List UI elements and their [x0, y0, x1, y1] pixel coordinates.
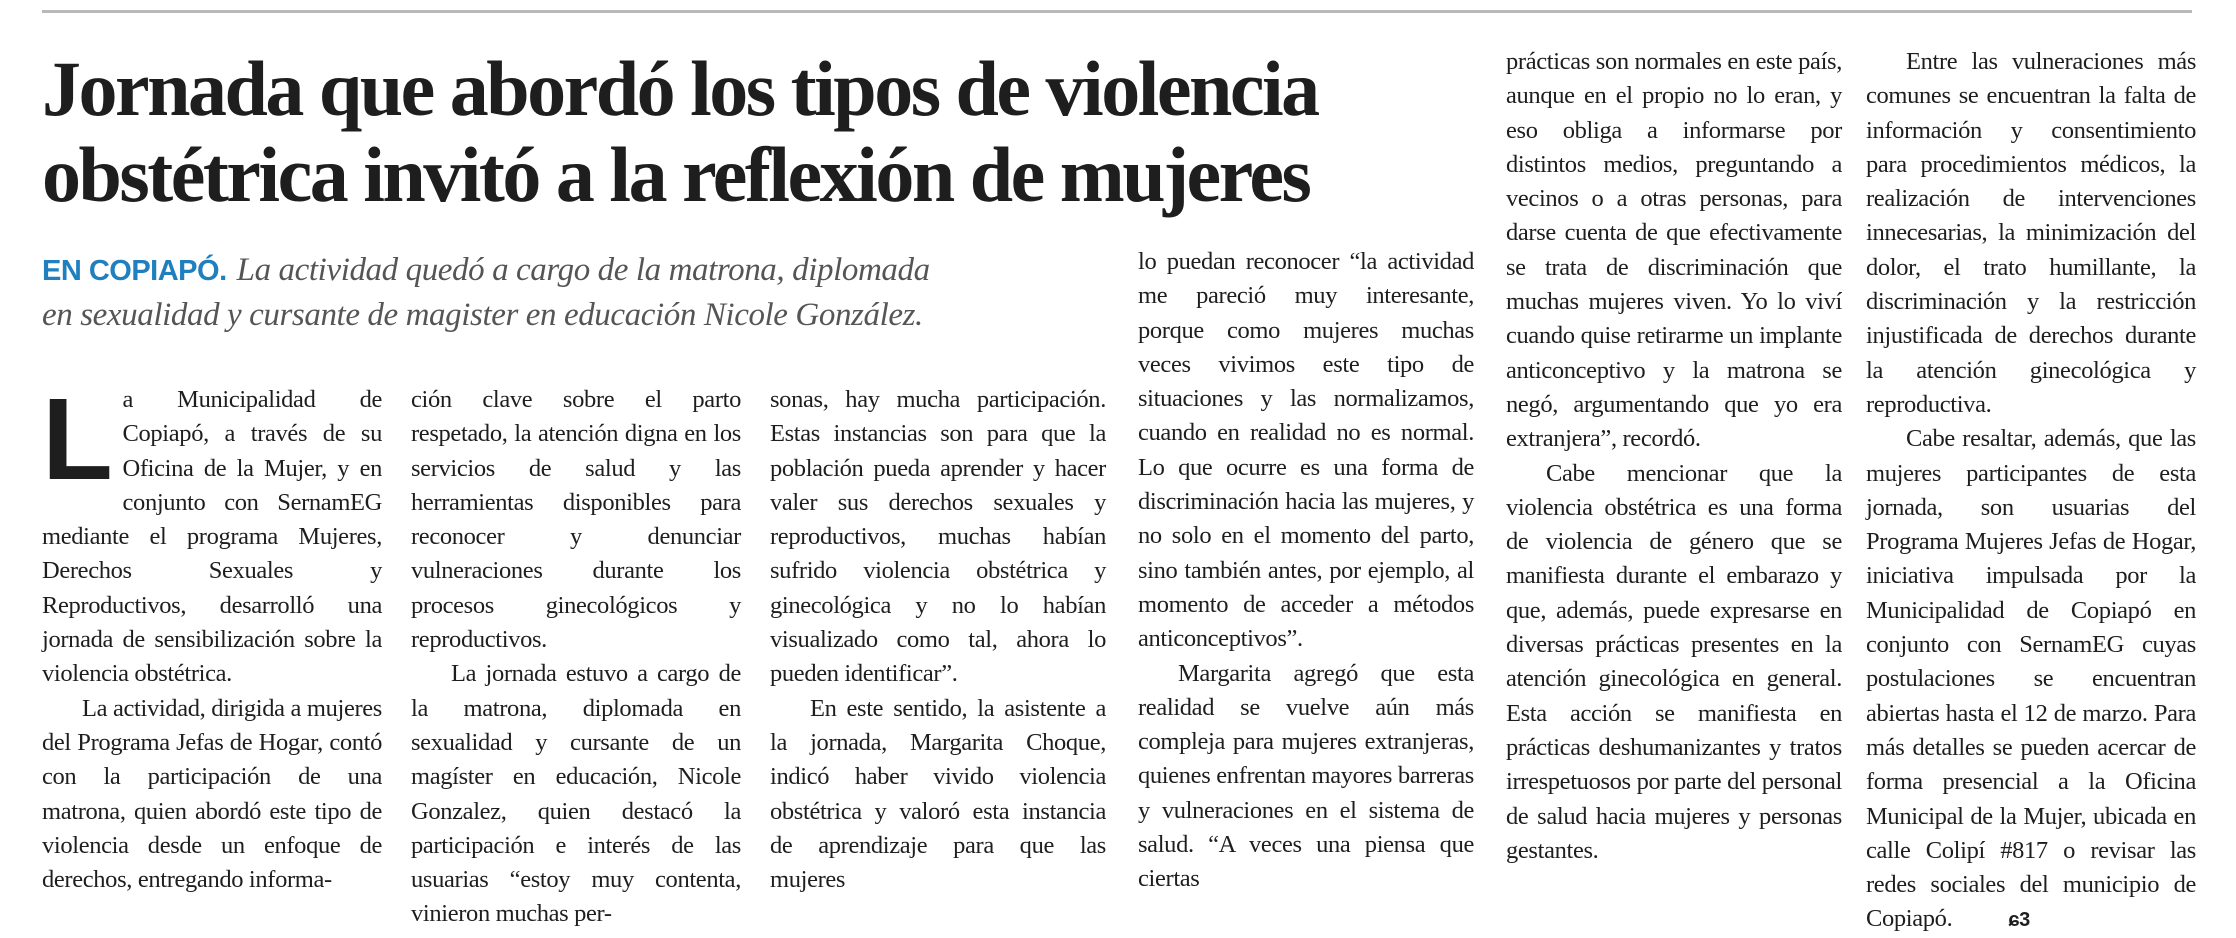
deck-line-2: en sexualidad y cursante de magister en educación Nicole González.: [42, 297, 923, 333]
paragraph: sonas, hay mucha participación. Estas instancias son para que la población pueda aprender y hacer valer sus derechos sexuales y reproductivos, muchas habían sufrido violencia obstétrica y ginecológica y no lo habían visualizado como tal, ahora lo pueden identificar”.: [770, 386, 1106, 688]
deck: [42, 248, 1122, 337]
paragraph: La jornada estuvo a cargo de la matrona, diplomada en sexualidad y cursante de un magíster en educación, Nicole Gonzalez, quien destacó la participación e interés de las usuarias “estoy muy contenta, vinieron muchas per-: [411, 660, 741, 928]
paragraph-text: a Municipalidad de Copiapó, a través de su Oficina de la Mujer, y en conjunto con SernamEG mediante el programa Mujeres, Derechos Sexuales y Reproductivos, desarrolló una jornada de sensibilización sobre la violencia obstétrica.: [42, 386, 382, 688]
paragraph: Entre las vulneraciones más comunes se encuentran la falta de información y consentimiento para procedimientos médicos, la realización de intervenciones innecesarias, la minimización del dolor, el trato humillante, la discriminación y la restricción injustificada de derechos durante la atención ginecológica y reproductiva.: [1866, 48, 2196, 418]
column-4: [1138, 245, 1474, 897]
deck-line-1: [42, 248, 1122, 293]
paragraph: [42, 374, 382, 692]
end-mark-icon: ɕ3: [2008, 909, 2030, 932]
paragraph: prácticas son normales en este país, aunque en el propio no lo eran, y eso obliga a informarse por distintos medios, preguntando a vecinos o a otras personas, para darse cuenta de que efectivamente se trata de discriminación que muchas mujeres viven. Yo lo viví cuando quise retirarme un implante anticonceptivo y la matrona se negó, argumentando que yo era extranjera”, recordó.: [1506, 48, 1842, 453]
drop-cap: L: [42, 374, 113, 504]
paragraph: Margarita agregó que esta realidad se vuelve aún más compleja para mujeres extranjeras, quienes enfrentan mayores barreras y vulneraciones en el sistema de salud. “A veces una piensa que ciertas: [1138, 659, 1474, 893]
column-3: [770, 383, 1106, 897]
column-2: [411, 383, 741, 932]
paragraph: lo puedan reconocer “la actividad me pareció muy interesante, porque como mujeres muchas veces vivimos este tipo de situaciones y las normalizamos, cuando en realidad no es normal. Lo que ocurre es una forma de discriminación hacia las mujeres, y no solo en el momento del parto, sino también antes, por ejemplo, al momento de acceder a métodos anticonceptivos”.: [1138, 248, 1474, 653]
paragraph-text: Cabe resaltar, además, que las mujeres participantes de esta jornada, son usuarias del Programa Mujeres Jefas de Hogar, iniciativa impulsada por la Municipalidad de Copiapó en conjunto con SernamEG cuyas postulaciones se encuentran abiertas hasta el 12 de marzo. Para más detalles se pueden acercar de forma presencial a la Oficina Municipal de la Mujer, ubicada en calle Colipí #817 o revisar las redes sociales del municipio de Copiapó.: [1866, 425, 2196, 933]
kicker: EN COPIAPÓ.: [42, 255, 227, 287]
paragraph: ción clave sobre el parto respetado, la atención digna en los servicios de salud y las herramientas disponibles para reconocer y denunciar vulneraciones durante los procesos ginecológicos y reproductivos.: [411, 386, 741, 654]
column-1: [42, 374, 382, 897]
headline-line-1: Jornada que abordó los tipos de violencia: [42, 45, 1318, 132]
deck-text-1: La actividad quedó a cargo de la matrona, diplomada: [236, 252, 930, 288]
headline-line-2: obstétrica invitó a la reflexión de mujeres: [42, 131, 1310, 218]
top-rule: [42, 10, 2192, 13]
headline: [42, 46, 1462, 218]
paragraph: [1866, 422, 2196, 937]
paragraph: Cabe mencionar que la violencia obstétrica es una forma de violencia de género que se manifiesta durante el embarazo y que, además, puede expresarse en diversas prácticas presentes en la atención ginecológica en general. Esta acción se manifiesta en prácticas deshumanizantes y tratos irrespetuosos por parte del personal de salud hacia mujeres y personas gestantes.: [1506, 459, 1842, 864]
column-6: [1866, 45, 2196, 938]
column-5: [1506, 45, 1842, 868]
paragraph: En este sentido, la asistente a la jornada, Margarita Choque, indicó haber vivido violencia obstétrica y valoró esta instancia de aprendizaje para que las mujeres: [770, 694, 1106, 894]
paragraph: La actividad, dirigida a mujeres del Programa Jefas de Hogar, contó con la participación de una matrona, quien abordó este tipo de violencia desde un enfoque de derechos, entregando informa-: [42, 694, 382, 894]
